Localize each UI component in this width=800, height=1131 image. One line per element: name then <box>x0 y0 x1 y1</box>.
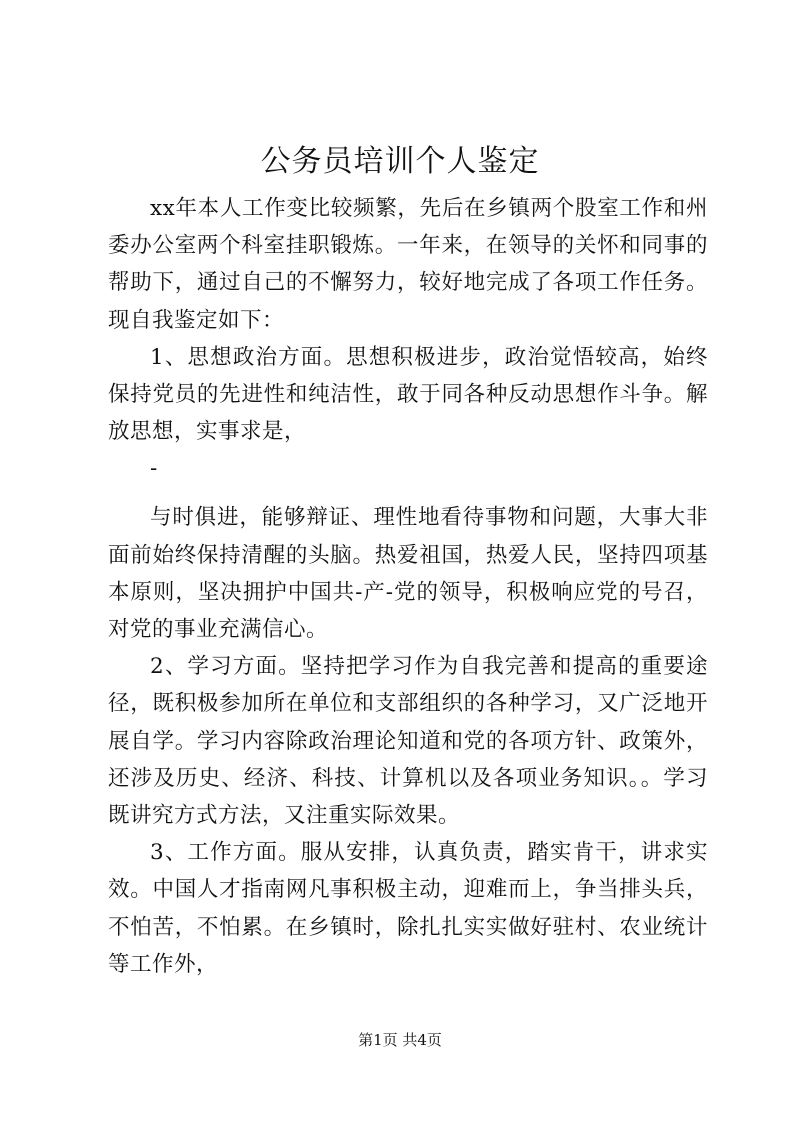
document-body <box>108 190 708 983</box>
paragraph-political: 1、思想政治方面。思想积极进步，政治觉悟较高，始终保持党员的先进性和纯洁性，敢于同各种反动思想作斗争。解放思想，实事求是， <box>108 344 708 445</box>
page-footer: 第1页 共4页 <box>358 1031 442 1049</box>
page-break-dash: - <box>150 456 158 482</box>
paragraph-political-continued: 与时俱进，能够辩证、理性地看待事物和问题，大事大非面前始终保持清醒的头脑。热爱祖国，热爱人民，坚持四项基本原则，坚决拥护中国共-产-党的领导，积极响应党的号召，对党的事业充满信心。 <box>108 505 708 643</box>
document-title: 公务员培训个人鉴定 <box>260 144 540 179</box>
paragraph-work: 3、工作方面。服从安排，认真负责，踏实肯干，讲求实效。中国人才指南网凡事积极主动，迎难而上，争当排头兵，不怕苦，不怕累。在乡镇时，除扎扎实实做好驻村、农业统计等工作外， <box>108 840 708 977</box>
paragraph-study: 2、学习方面。坚持把学习作为自我完善和提高的重要途径，既积极参加所在单位和支部组织的各种学习，又广泛地开展自学。学习内容除政治理论知道和党的各项方针、政策外，还涉及历史、经济、科技、计算机以及各项业务知识。。学习既讲究方式方法，又注重实际效果。 <box>108 654 708 829</box>
paragraph-intro: xx年本人工作变比较频繁，先后在乡镇两个股室工作和州委办公室两个科室挂职锻炼。一年来，在领导的关怀和同事的帮助下，通过自己的不懈努力，较好地完成了各项工作任务。现自我鉴定如下： <box>108 196 708 333</box>
